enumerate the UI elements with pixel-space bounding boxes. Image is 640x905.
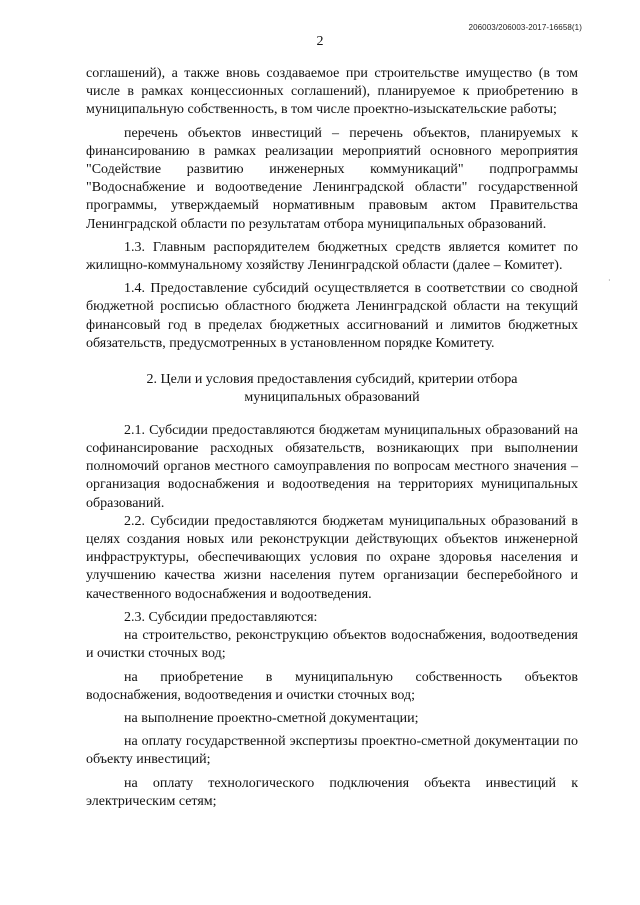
list-item-expertise: на оплату государственной экспертизы проектно-сметной документации по объекту инвестиций; [86,734,578,768]
margin-mark: · [608,276,611,285]
paragraph-investment-list: перечень объектов инвестиций – перечень объектов, планируемых к финансированию в рамках реализации мероприятий основного мероприятия "Содействие развитию инженерных коммуникаций" подпрограммы "Водоснабжение и водоотведение Ленинградской области" государственной программы, утверждаемый нормативным правовым актом Правительства Ленинградской области по результатам отбора муниципальных образований. [86,125,578,232]
paragraph-2-2: 2.2. Субсидии предоставляются бюджетам муниципальных образований в целях создания новых или реконструкции действующих объектов инженерной инфраструктуры, обеспечивающих условия по охране здоровья населения и улучшению качества жизни населения путем организации бесперебойного и качественного водоснабжения и водоотведения. [86,513,578,602]
paragraph-1-4: 1.4. Предоставление субсидий осуществляется в соответствии со сводной бюджетной росписью областного бюджета Ленинградской области на текущий финансовый год в пределах бюджетных ассигнований и лимитов бюджетных обязательств, предусмотренных в установленном порядке Комитету. [86,281,578,351]
document-id: 206003/206003-2017-16658(1) [468,23,582,32]
list-item-acquisition: на приобретение в муниципальную собственность объектов водоснабжения, водоотведения и очистки сточных вод; [86,669,578,703]
section-heading: 2. Цели и условия предоставления субсидий, критерии отбора муниципальных образований [146,372,518,406]
list-item-design-docs: на выполнение проектно-сметной документации; [124,710,419,726]
page-number: 2 [316,34,324,49]
document-body [86,65,578,811]
paragraph-2-3: 2.3. Субсидии предоставляются: [124,609,318,625]
paragraph-2-1: 2.1. Субсидии предоставляются бюджетам муниципальных образований на софинансирование расходных обязательств, возникающих при выполнении полномочий органов местного самоуправления по вопросам местного значения – организация водоснабжения и водоотведения на территориях муниципальных образований. [86,422,578,511]
list-item-construction: на строительство, реконструкцию объектов водоснабжения, водоотведения и очистки сточных вод; [86,628,578,662]
paragraph-continuation: соглашений), а также вновь создаваемое при строительстве имущество (в том числе в рамках концессионных соглашений), планируемое к приобретению в муниципальную собственность, в том числе проектно-изыскательские работы; [86,66,578,118]
paragraph-1-3: 1.3. Главным распорядителем бюджетных средств является комитет по жилищно-коммунальному хозяйству Ленинградской области (далее – Комитет). [86,239,578,274]
list-item-grid-connection: на оплату технологического подключения объекта инвестиций к электрическим сетям; [86,775,578,809]
